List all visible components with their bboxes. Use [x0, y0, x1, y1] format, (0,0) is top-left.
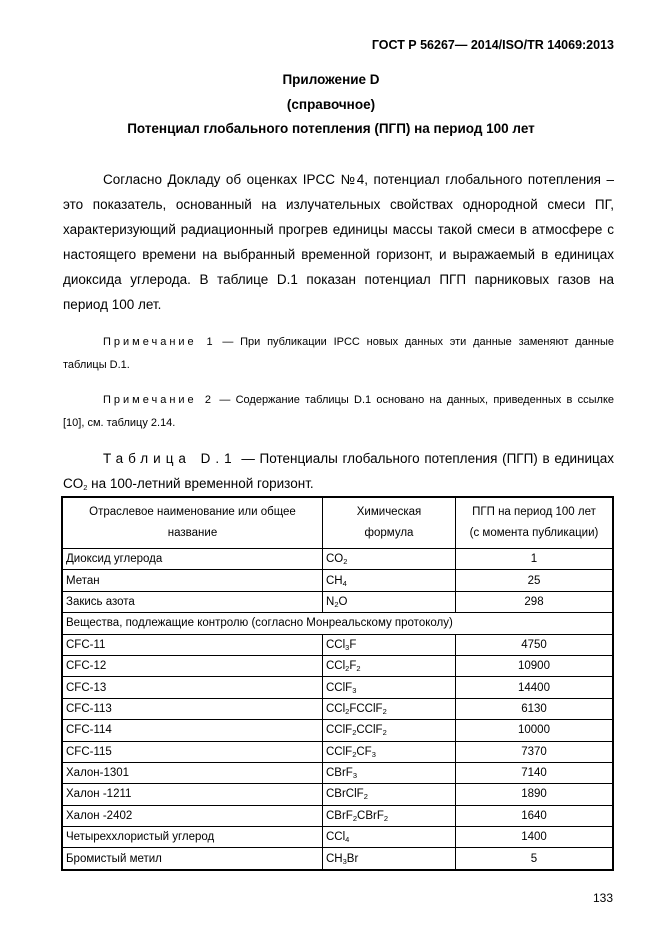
cell-name: Метан [62, 570, 323, 591]
table-caption-sub: 2 [83, 483, 88, 492]
formula-part: CBrF [357, 809, 384, 822]
table-header-row [62, 497, 613, 549]
table-row [62, 549, 613, 570]
table-row [62, 655, 613, 676]
gwp-table [61, 496, 614, 871]
formula-part: CClF [326, 745, 353, 758]
formula-part: CCl [326, 638, 346, 651]
col-header-name-line1: Отраслевое наименование или общее [89, 506, 296, 518]
formula-subscript: 2 [334, 599, 339, 609]
appendix-title: Приложение D [282, 72, 380, 87]
col-header-formula-line2: формула [364, 527, 414, 539]
table-row [62, 805, 613, 826]
formula-subscript: 3 [345, 642, 350, 652]
table-caption-text-end: на 100-летний временной горизонт. [87, 476, 314, 491]
formula-part: CBrF [326, 767, 353, 780]
cell-formula [323, 549, 456, 570]
formula-subscript: 2 [363, 792, 368, 802]
section-row [62, 613, 613, 634]
formula-subscript: 3 [352, 771, 358, 781]
cell-formula [323, 698, 456, 719]
table-caption-text: — Потенциалы глобального потепления (ПГП) в единицах CO [63, 451, 614, 491]
cell-name: Халон-1301 [62, 762, 323, 783]
table-caption-label: Таблица D.1 [103, 451, 237, 466]
col-header-gwp [456, 497, 614, 549]
formula-part: F [349, 660, 357, 673]
cell-gwp: 6130 [456, 698, 614, 719]
cell-name: CFC-115 [62, 741, 323, 762]
formula-subscript: 2 [352, 728, 357, 738]
table-row [62, 720, 613, 741]
formula-subscript: 2 [345, 664, 350, 674]
cell-name: Четыреххлористый углерод [62, 827, 323, 848]
cell-name: Бромистый метил [62, 848, 323, 870]
col-header-name [62, 497, 323, 549]
formula-subscript: 3 [342, 856, 347, 866]
table-row [62, 762, 613, 783]
table-row [62, 848, 613, 870]
formula-part: CClF [326, 681, 353, 694]
formula-part: CBrF [326, 809, 353, 822]
cell-gwp: 10900 [456, 655, 614, 676]
cell-formula [323, 655, 456, 676]
formula-subscript: 3 [352, 685, 357, 695]
cell-name: CFC-113 [62, 698, 323, 719]
cell-gwp: 7370 [456, 741, 614, 762]
formula-subscript: 2 [356, 664, 361, 674]
formula-part: CClF [326, 724, 353, 737]
section-title: Вещества, подлежащие контролю (согласно Монреальскому протоколу) [62, 613, 613, 634]
note-1-label: Примечание 1 [103, 336, 216, 348]
table-row [62, 677, 613, 698]
cell-gwp: 25 [456, 570, 614, 591]
formula-subscript: 2 [352, 813, 358, 823]
table-row [62, 591, 613, 612]
table-row [62, 827, 613, 848]
document-header: ГОСТ Р 56267— 2014/ISO/TR 14069:2013 [371, 38, 614, 52]
col-header-formula-line1: Химическая [356, 506, 422, 518]
appendix-heading: Потенциал глобального потепления (ПГП) на период 100 лет [127, 121, 535, 136]
formula-subscript: 2 [382, 728, 387, 738]
table-row [62, 698, 613, 719]
cell-formula [323, 827, 456, 848]
cell-gwp: 1 [456, 549, 614, 570]
cell-name: CFC-114 [62, 720, 323, 741]
table-row [62, 741, 613, 762]
cell-formula [323, 677, 456, 698]
cell-gwp: 1890 [456, 784, 614, 805]
cell-formula [323, 762, 456, 783]
col-header-name-line2: название [167, 527, 218, 539]
formula-part: Br [346, 852, 359, 865]
formula-part: O [338, 595, 348, 608]
col-header-gwp-line1: ПГП на период 100 лет [472, 506, 596, 518]
formula-part: CCl [326, 702, 346, 715]
col-header-formula [323, 497, 456, 549]
cell-gwp: 7140 [456, 762, 614, 783]
intro-text: Согласно Докладу об оценках IPCC №4, потенциал глобального потепления – это показатель, основанный на излучательных свойствах однородной смеси ПГ, характеризующий радиационный прогрев единицы массы такой смеси в атмосфере с настоящего времени на выбранный временной горизонт, и выражаемый в единицах диоксида углерода. В таблице D.1 показан потенциал ПГП парниковых газов на период 100 лет. [63, 172, 614, 312]
cell-name: CFC-11 [62, 634, 323, 655]
appendix-subtitle: (справочное) [286, 97, 376, 112]
cell-formula [323, 720, 456, 741]
formula-subscript: 2 [383, 813, 389, 823]
formula-part: CCl [326, 660, 346, 673]
cell-name: CFC-12 [62, 655, 323, 676]
formula-part: CF [356, 745, 372, 758]
cell-gwp: 298 [456, 591, 614, 612]
cell-gwp: 10000 [456, 720, 614, 741]
cell-gwp: 14400 [456, 677, 614, 698]
formula-subscript: 2 [343, 557, 348, 567]
table-caption [63, 446, 614, 496]
formula-part: CH [326, 852, 343, 865]
formula-subscript: 3 [371, 749, 376, 759]
cell-formula [323, 741, 456, 762]
formula-part: F [349, 638, 357, 651]
cell-name: Закись азота [62, 591, 323, 612]
cell-gwp: 1640 [456, 805, 614, 826]
table-row [62, 634, 613, 655]
formula-subscript: 2 [345, 706, 350, 716]
note-1-text: — При публикации IPCC новых данных эти данные заменяют данные таблицы D.1. [63, 336, 614, 371]
intro-paragraph [63, 167, 614, 317]
cell-name: Халон -2402 [62, 805, 323, 826]
cell-gwp: 4750 [456, 634, 614, 655]
formula-part: CH [326, 574, 343, 587]
page-number: 133 [592, 891, 613, 905]
formula-part: CCl [326, 831, 346, 844]
note-2 [63, 389, 614, 435]
formula-subscript: 2 [382, 706, 387, 716]
formula-part: CBrClF [326, 788, 364, 801]
note-1 [63, 331, 614, 377]
note-2-text: — Содержание таблицы D.1 основано на данных, приведенных в ссылке [10], см. таблицу 2.14. [63, 394, 615, 429]
cell-formula [323, 784, 456, 805]
cell-formula [323, 634, 456, 655]
cell-name: CFC-13 [62, 677, 323, 698]
cell-formula [323, 591, 456, 612]
cell-name: Халон -1211 [62, 784, 323, 805]
formula-subscript: 2 [352, 749, 357, 759]
table-row [62, 570, 613, 591]
formula-part: CO [326, 553, 344, 566]
cell-gwp: 5 [456, 848, 614, 870]
formula-part: N [326, 595, 335, 608]
cell-formula [323, 848, 456, 870]
note-2-label: Примечание 2 [103, 394, 215, 406]
cell-formula [323, 805, 456, 826]
table-row [62, 784, 613, 805]
table-body-top [62, 549, 613, 613]
formula-part: CClF [356, 724, 383, 737]
table-body-controlled [62, 634, 613, 870]
cell-gwp: 1400 [456, 827, 614, 848]
formula-subscript: 4 [342, 578, 347, 588]
formula-subscript: 4 [345, 835, 350, 845]
col-header-gwp-line2: (с момента публикации) [469, 527, 599, 539]
table-section [62, 613, 613, 634]
cell-formula [323, 570, 456, 591]
cell-name: Диоксид углерода [62, 549, 323, 570]
formula-part: FCClF [349, 702, 383, 715]
